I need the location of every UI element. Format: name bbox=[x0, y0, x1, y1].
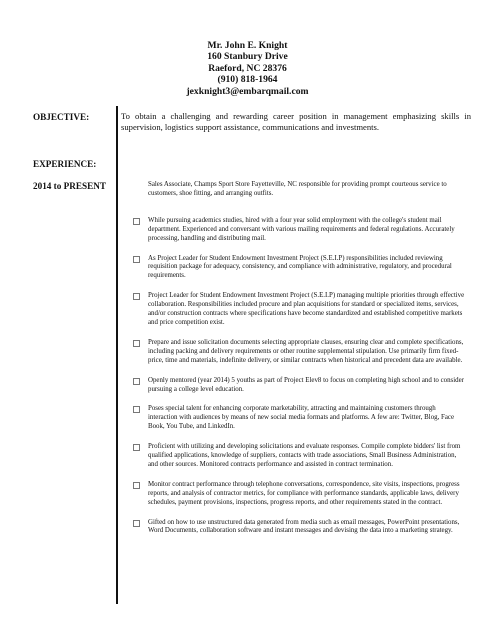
list-item-text: As Project Leader for Student Endowment Investment Project (S.E.I.P) responsibilities included reviewing requisition package for adequacy, consistency, and compliance with administrative, regulatory, and procedural requirements. bbox=[148, 254, 452, 280]
list-item-text: While pursuing academics studies, hired with a four year solid employment with the college's student mail department. Experienced and conversant with various mailing requirements and federal regulations. Accurately processing, handling and distributing mail. bbox=[148, 216, 455, 242]
list-item bbox=[121, 255, 466, 282]
checkbox-bullet-icon bbox=[133, 256, 140, 263]
list-item bbox=[121, 519, 466, 537]
list-item-text: Poses special talent for enhancing corporate marketability, attracting and maintaining customers through interaction with audiences by means of new social media formats and platforms. A few are: Twitter, Blog, Face Book, You Tube, and LinkedIn. bbox=[148, 405, 455, 431]
objective-text: To obtain a challenging and rewarding career position in management emphasizing skills in supervision, logistics support assistance, communications and investments. bbox=[121, 111, 471, 132]
resume-header bbox=[0, 40, 495, 97]
email-address: jexknight3@embarqmail.com bbox=[186, 85, 309, 97]
list-item-text: Gifted on how to use unstructured data generated from media such as email messages, PowerPoint presentations, Word Documents, collaboration software and instant messages and devising the data into a marketing strategy. bbox=[148, 518, 460, 535]
city-state-zip: Raeford, NC 28376 bbox=[208, 62, 287, 74]
checkbox-bullet-icon bbox=[133, 406, 140, 413]
list-item bbox=[121, 405, 466, 432]
phone-number: (910) 818-1964 bbox=[217, 74, 278, 86]
candidate-name: Mr. John E. Knight bbox=[207, 40, 288, 51]
list-item-text: Proficient with utilizing and developing solicitations and evaluate responses. Compile complete bidders' list from qualified applications, knowledge of suppliers, contacts with trade associations, Small Business Administration, and other sources. Monitored contracts performance and assisted in contract termination. bbox=[148, 443, 461, 468]
experience-period: 2014 to PRESENT bbox=[33, 181, 106, 191]
experience-label: EXPERIENCE: bbox=[33, 159, 97, 169]
section-divider-line bbox=[116, 106, 118, 604]
list-item-text: Project Leader for Student Endowment Investment Project (S.E.I.P) managing multiple priorities through effective collaboration. Responsibilities included procure and plan acquisitions for standard or specialized items, services, and/or construction contracts where specifications have become standardized and established competitive markets and price competition exist. bbox=[148, 292, 465, 326]
experience-list bbox=[121, 181, 466, 547]
list-item bbox=[121, 339, 466, 366]
list-item bbox=[121, 377, 466, 395]
list-item-text: Openly mentored (year 2014) 5 youths as part of Project Elev8 to focus on completing high school and to consider pursuing a college level education. bbox=[148, 376, 464, 393]
list-item bbox=[121, 217, 466, 244]
experience-intro: Sales Associate, Champs Sport Store Fayetteville, NC responsible for providing prompt courteous service to customers, shoe fitting, and arranging outfits. bbox=[148, 181, 447, 197]
checkbox-bullet-icon bbox=[133, 520, 140, 527]
list-item bbox=[121, 481, 466, 508]
checkbox-bullet-icon bbox=[133, 293, 140, 300]
checkbox-bullet-icon bbox=[133, 378, 140, 385]
list-item bbox=[121, 292, 466, 328]
list-item-text: Monitor contract performance through telephone conversations, correspondence, site visits, inspections, progress reports, and analysis of contractor metrics, for compliance with performance standards, applicable laws, delivery schedules, payment provisions, inspections, progress reports, and other requirements stated in the contract. bbox=[148, 480, 460, 506]
checkbox-bullet-icon bbox=[133, 482, 140, 489]
street-address: 160 Stanbury Drive bbox=[207, 51, 288, 63]
list-item-text: Prepare and issue solicitation documents selecting appropriate clauses, ensuring clear and complete specifications, including packing and delivery requirements or other routine supplemental stipulation. Use primarily firm fixed-price, time and materials, indefinite delivery, or similar contracts when historical and precedent data are available. bbox=[148, 338, 464, 364]
checkbox-bullet-icon bbox=[133, 218, 140, 225]
checkbox-bullet-icon bbox=[133, 340, 140, 347]
checkbox-bullet-icon bbox=[133, 444, 140, 451]
objective-label: OBJECTIVE: bbox=[33, 112, 90, 122]
list-item bbox=[121, 443, 466, 470]
